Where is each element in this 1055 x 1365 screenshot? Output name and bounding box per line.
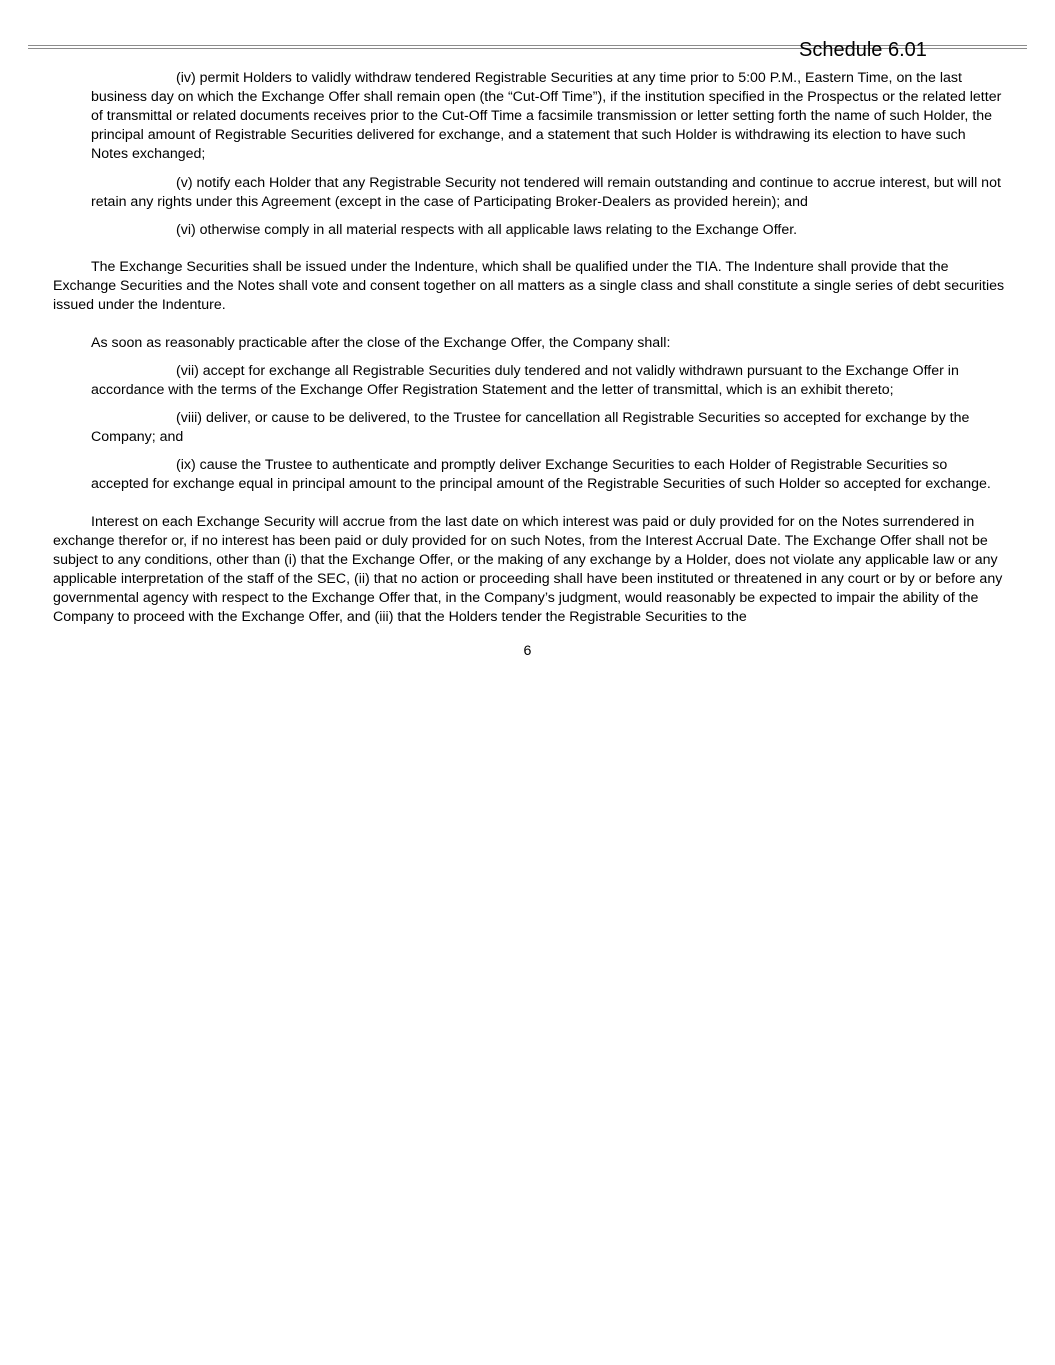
clause-vii: (vii) accept for exchange all Registrable Securities duly tendered and not validly withdrawn pursuant to the Exchange Offer in accordance with the terms of the Exchange Offer Registration Statement and the letter of transmittal, which is an exhibit thereto;	[91, 363, 959, 398]
clause-v: (v) notify each Holder that any Registrable Security not tendered will remain outstanding and continue to accrue interest, but will not retain any rights under this Agreement (except in the case of Participating Broker-Dealers as provided herein); and	[91, 175, 1001, 210]
indenture-paragraph: The Exchange Securities shall be issued under the Indenture, which shall be qualified under the TIA. The Indenture shall provide that the Exchange Securities and the Notes shall vote and consent together on all matters as a single class and shall constitute a single series of debt securities issued under the Indenture.	[53, 259, 1005, 313]
interest-paragraph: Interest on each Exchange Security will accrue from the last date on which interest was paid or duly provided for on the Notes surrendered in exchange therefor or, if no interest has been paid or duly provided for on such Notes, from the Interest Accrual Date. The Exchange Offer shall not be subject to any conditions, other than (i) that the Exchange Offer, or the making of any exchange by a Holder, does not violate any applicable law or any applicable interpretation of the staff of the SEC, (ii) that no action or proceeding shall have been instituted or threatened in any court or by or before any governmental agency with respect to the Exchange Offer that, in the Company’s judgment, would reasonably be expected to impair the ability of the Company to proceed with the Exchange Offer, and (iii) that the Holders tender the Registrable Securities to the	[53, 514, 1003, 625]
after-close-paragraph: As soon as reasonably practicable after the close of the Exchange Offer, the Company shall:	[91, 335, 671, 351]
schedule-label: Schedule 6.01	[799, 39, 927, 61]
clause-vi: (vi) otherwise comply in all material respects with all applicable laws relating to the Exchange Offer.	[176, 222, 798, 238]
clause-ix: (ix) cause the Trustee to authenticate and promptly deliver Exchange Securities to each Holder of Registrable Securities so accepted for exchange equal in principal amount to the principal amount of the Registrable Securities of such Holder so accepted for exchange.	[91, 457, 991, 492]
clause-viii: (viii) deliver, or cause to be delivered, to the Trustee for cancellation all Registrable Securities so accepted for exchange by the Company; and	[91, 410, 970, 445]
clause-iv: (iv) permit Holders to validly withdraw tendered Registrable Securities at any time prior to 5:00 P.M., Eastern Time, on the last business day on which the Exchange Offer shall remain open (the “Cut-Off Time”), if the institution specified in the Prospectus or the related letter of transmittal or related documents receives prior to the Cut-Off Time a facsimile transmission or letter setting forth the name of such Holder, the principal amount of Registrable Securities delivered for exchange, and a statement that such Holder is withdrawing its election to have such Notes exchanged;	[91, 70, 1002, 162]
page-number: 6	[523, 643, 532, 659]
